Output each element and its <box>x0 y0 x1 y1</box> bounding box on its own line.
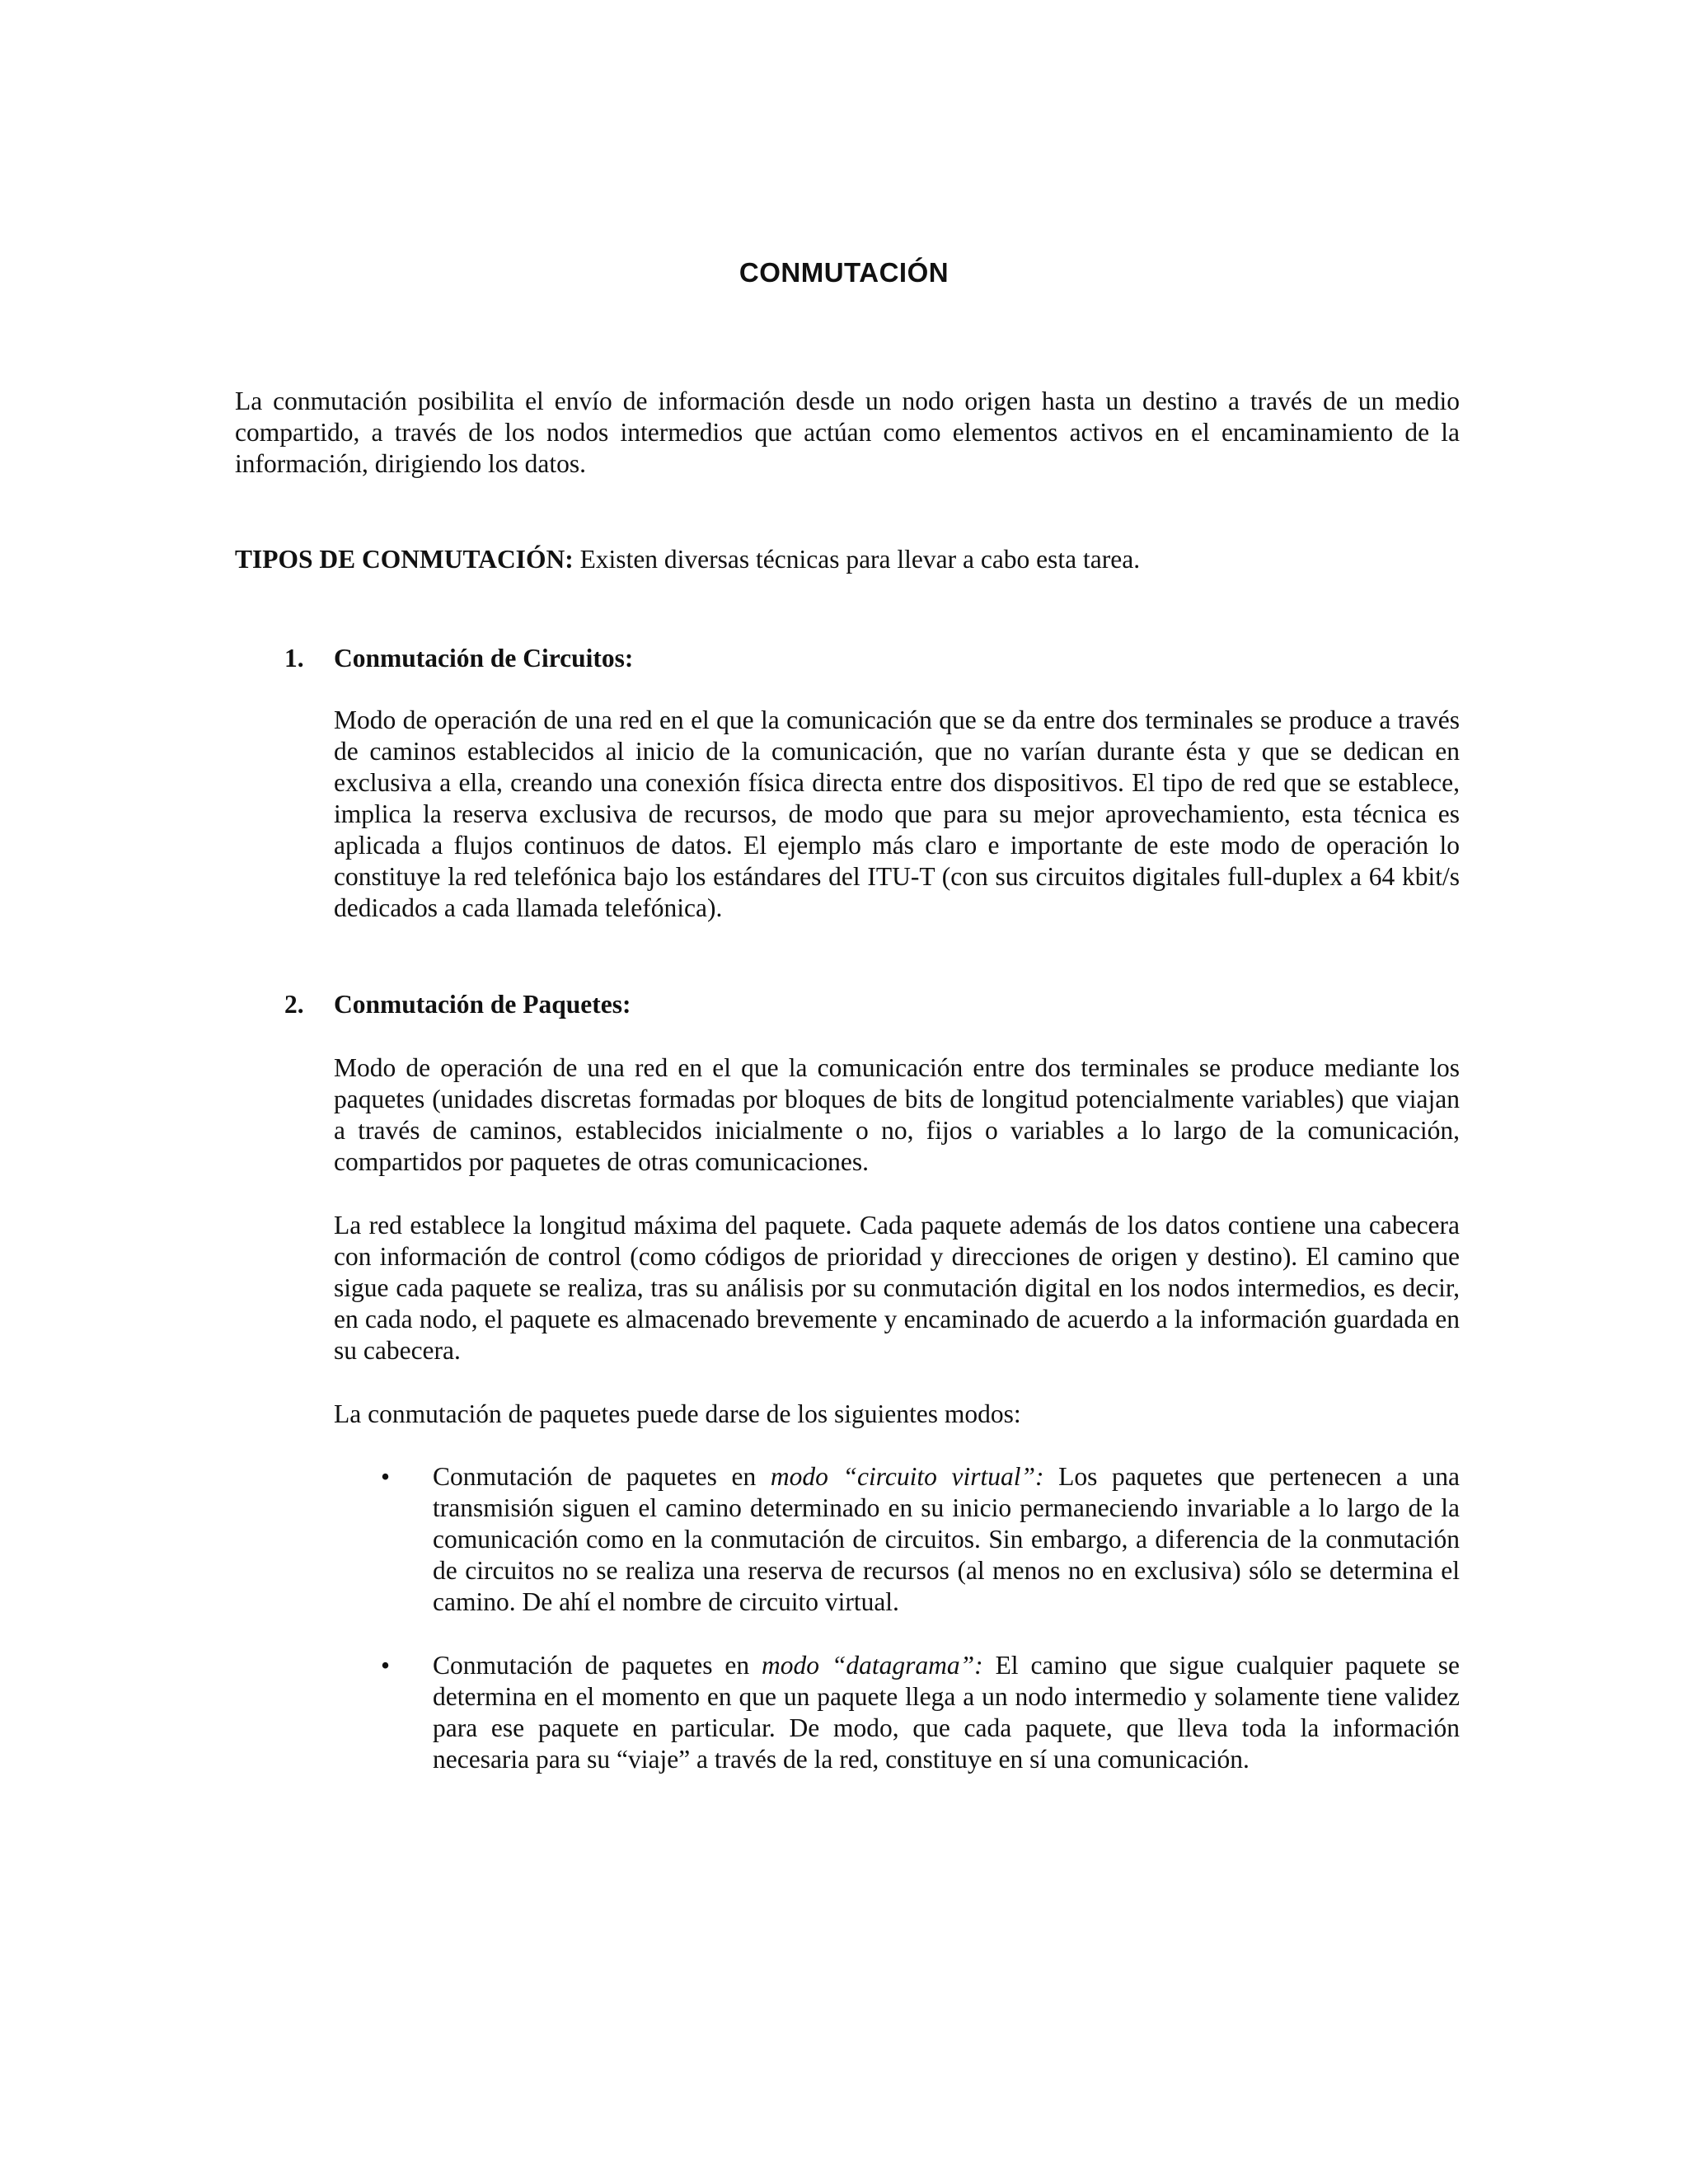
section-title: Conmutación de Circuitos: <box>334 644 634 673</box>
bullet-item-circuito-virtual <box>433 1461 1460 1618</box>
paquetes-paragraph-3: La conmutación de paquetes puede darse de los siguientes modos: <box>334 1399 1021 1428</box>
tipos-paragraph <box>235 544 1460 575</box>
bullet-item-datagrama <box>433 1650 1460 1775</box>
tipos-text: Existen diversas técnicas para llevar a cabo esta tarea. <box>573 545 1141 574</box>
bullet-text: El camino que sigue cualquier paquete se determina en el momento en que un paquete llega a un nodo intermedio y solamente tiene validez para ese paquete en particular. De modo, que cada paquete, que lleva toda la información necesaria para su “viaje” a través de la red, constituye en sí una comunicación. <box>433 1651 1460 1774</box>
bullet-prefix: Conmutación de paquetes en <box>433 1651 762 1680</box>
paquetes-paragraph-2: La red establece la longitud máxima del paquete. Cada paquete además de los datos contiene una cabecera con información de control (como códigos de prioridad y direcciones de origen y destino). El camino que sigue cada paquete se realiza, tras su análisis por su conmutación digital en los nodos intermedios, es decir, en cada nodo, el paquete es almacenado brevemente y encaminado de acuerdo a la información guardada en su cabecera. <box>334 1211 1460 1365</box>
bullet-mode: modo “circuito virtual”: <box>770 1462 1044 1491</box>
section-number: 1. <box>284 644 304 673</box>
bullet-icon: • <box>381 1651 391 1680</box>
bullet-prefix: Conmutación de paquetes en <box>433 1462 771 1491</box>
bullet-mode: modo “datagrama”: <box>761 1651 983 1680</box>
section-title: Conmutación de Paquetes: <box>334 990 631 1019</box>
bullet-icon: • <box>381 1462 391 1491</box>
section-heading-circuitos <box>284 643 633 674</box>
page-title: CONMUTACIÓN <box>738 257 950 288</box>
section-heading-paquetes <box>284 989 631 1020</box>
intro-paragraph: La conmutación posibilita el envío de información desde un nodo origen hasta un destino a través de un medio compartido, a través de los nodos intermedios que actúan como elementos activos en el encaminamiento de la información, dirigiendo los datos. <box>235 387 1460 478</box>
bullet-text: Los paquetes que pertenecen a una transmisión siguen el camino determinado en su inicio permaneciendo invariable a lo largo de la comunicación como en la conmutación de circuitos. Sin embargo, a diferencia de la conmutación de circuitos no se realiza una reserva de recursos (al menos no en exclusiva) sólo se determina el camino. De ahí el nombre de circuito virtual. <box>433 1462 1460 1616</box>
paquetes-paragraph-1: Modo de operación de una red en el que la comunicación entre dos terminales se produce mediante los paquetes (unidades discretas formadas por bloques de bits de longitud potencialmente variables) que viajan a través de caminos, establecidos inicialmente o no, fijos o variables a lo largo de la comunicación, compartidos por paquetes de otras comunicaciones. <box>334 1053 1460 1176</box>
tipos-label: TIPOS DE CONMUTACIÓN: <box>235 545 574 574</box>
circuitos-paragraph: Modo de operación de una red en el que la comunicación que se da entre dos terminales se produce a través de caminos establecidos al inicio de la comunicación, que no varían durante ésta y que se dedican en exclusiva a ella, creando una conexión física directa entre dos dispositivos. El tipo de red que se establece, implica la reserva exclusiva de recursos, de modo que para su mejor aprovechamiento, esta técnica es aplicada a flujos continuos de datos. El ejemplo más claro e importante de este modo de operación lo constituye la red telefónica bajo los estándares del ITU-T (con sus circuitos digitales full-duplex a 64 kbit/s dedicados a cada llamada telefónica). <box>334 705 1460 922</box>
section-number: 2. <box>284 990 304 1019</box>
